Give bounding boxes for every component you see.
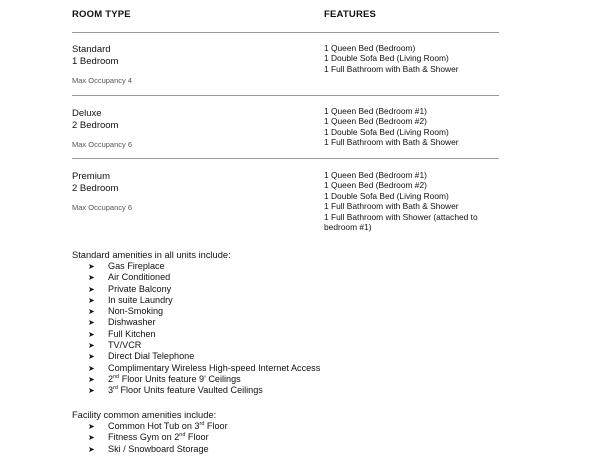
- feature-line: 1 Full Bathroom with Bath & Shower: [324, 201, 459, 212]
- room-beds: 2 Bedroom: [72, 120, 119, 131]
- amenity-text-pre: Fitness Gym on 2: [108, 432, 180, 443]
- arrow-bullet-icon: ➤: [88, 318, 95, 328]
- room-features: [324, 106, 499, 148]
- feature-line: 1 Full Bathroom with Bath & Shower: [324, 63, 459, 74]
- amenity-text: In suite Laundry: [108, 294, 173, 305]
- arrow-bullet-icon: ➤: [88, 262, 95, 271]
- amenity-text: [108, 421, 228, 432]
- arrow-bullet-icon: ➤: [88, 433, 95, 443]
- amenity-text: TV/VCR: [108, 340, 142, 351]
- feature-line: 1 Queen Bed (Bedroom #2): [324, 180, 427, 191]
- feature-line: 1 Double Sofa Bed (Living Room): [324, 190, 449, 201]
- ordinal-suffix: rd: [199, 421, 205, 427]
- amenity-text: Air Conditioned: [108, 272, 171, 283]
- feature-line: 1 Queen Bed (Bedroom #1): [324, 106, 427, 116]
- room-beds: 2 Bedroom: [72, 183, 119, 194]
- arrow-bullet-icon: ➤: [88, 307, 95, 317]
- arrow-bullet-icon: ➤: [88, 329, 95, 339]
- header-room-type: ROOM TYPE: [72, 9, 131, 20]
- room-beds: 1 Bedroom: [72, 56, 119, 67]
- facility-amenities-title: Facility common amenities include:: [72, 410, 217, 420]
- list-item: [72, 306, 512, 317]
- list-item: [72, 284, 512, 295]
- room-info: [72, 171, 312, 212]
- standard-amenities-section: [72, 249, 512, 397]
- amenity-text: Gas Fireplace: [108, 261, 165, 271]
- feature-line: 1 Queen Bed (Bedroom #1): [324, 170, 427, 180]
- amenity-text: [108, 374, 241, 385]
- list-item: [72, 374, 512, 385]
- feature-line: 1 Queen Bed (Bedroom): [324, 43, 416, 53]
- arrow-bullet-icon: ➤: [88, 386, 95, 396]
- arrow-bullet-icon: ➤: [88, 284, 95, 294]
- list-item: [72, 295, 512, 306]
- list-item: [72, 432, 512, 443]
- arrow-bullet-icon: ➤: [88, 273, 95, 283]
- list-item: [72, 261, 512, 272]
- room-row-premium: [72, 159, 499, 239]
- feature-line: 1 Full Bathroom with Shower (attached to bedroom #1): [324, 211, 478, 233]
- arrow-bullet-icon: ➤: [88, 295, 95, 305]
- arrow-bullet-icon: ➤: [88, 363, 95, 373]
- list-item: [72, 444, 512, 455]
- list-item: [72, 329, 512, 340]
- standard-amenities-list: [72, 261, 512, 397]
- arrow-bullet-icon: ➤: [88, 374, 95, 384]
- room-row-standard: [72, 33, 499, 96]
- amenity-text: Private Balcony: [108, 283, 172, 294]
- feature-line: 1 Double Sofa Bed (Living Room): [324, 53, 449, 64]
- room-info: [72, 44, 312, 85]
- amenity-text: Dishwasher: [108, 317, 156, 328]
- room-name: Standard: [72, 44, 111, 55]
- floor-feature-text: Floor Units feature Vaulted Ceilings: [117, 385, 263, 396]
- room-name: Deluxe: [72, 108, 102, 119]
- facility-amenities-section: [72, 409, 512, 455]
- standard-amenities-title: Standard amenities in all units include:: [72, 250, 231, 260]
- room-type-table: [72, 9, 499, 239]
- arrow-bullet-icon: ➤: [88, 444, 95, 454]
- room-features: [324, 43, 499, 74]
- list-item: [72, 340, 512, 351]
- amenity-text: [108, 432, 209, 443]
- arrow-bullet-icon: ➤: [88, 341, 95, 351]
- feature-line: 1 Full Bathroom with Bath & Shower: [324, 137, 459, 148]
- floor-feature-text: Floor Units feature 9' Ceilings: [119, 373, 241, 384]
- amenity-text: Non-Smoking: [108, 306, 164, 317]
- feature-line: 1 Double Sofa Bed (Living Room): [324, 126, 449, 137]
- feature-line: 1 Queen Bed (Bedroom #2): [324, 116, 427, 127]
- list-item: [72, 317, 512, 328]
- header-features: FEATURES: [324, 9, 377, 20]
- room-occupancy: Max Occupancy 6: [72, 203, 133, 212]
- ordinal-suffix: nd: [179, 432, 186, 439]
- room-row-deluxe: [72, 96, 499, 159]
- amenity-text: Complimentary Wireless High-speed Internet Access: [108, 362, 321, 373]
- amenity-text-pre: Common Hot Tub on 3: [108, 421, 200, 431]
- floor-number: 2: [108, 373, 114, 384]
- amenity-text: [108, 385, 263, 396]
- list-item: [72, 385, 512, 396]
- arrow-bullet-icon: ➤: [88, 352, 95, 362]
- amenity-text: Full Kitchen: [108, 328, 156, 339]
- ordinal-suffix: nd: [113, 373, 120, 380]
- amenity-text: Direct Dial Telephone: [108, 351, 195, 362]
- room-name: Premium: [72, 171, 111, 182]
- room-features: [324, 170, 499, 232]
- table-header: [72, 9, 499, 33]
- amenity-text: Ski / Snowboard Storage: [108, 443, 209, 454]
- list-item: [72, 351, 512, 362]
- ordinal-suffix: rd: [113, 385, 118, 392]
- amenity-text-post: Floor: [185, 432, 209, 443]
- list-item: [72, 272, 512, 283]
- room-occupancy: Max Occupancy 4: [72, 76, 133, 85]
- room-info: [72, 108, 312, 149]
- room-occupancy: Max Occupancy 6: [72, 140, 133, 149]
- floor-number: 3: [108, 385, 114, 396]
- amenity-text-post: Floor: [204, 421, 228, 431]
- list-item: [72, 421, 512, 432]
- list-item: [72, 363, 512, 374]
- facility-amenities-list: [72, 421, 512, 455]
- arrow-bullet-icon: ➤: [88, 422, 95, 431]
